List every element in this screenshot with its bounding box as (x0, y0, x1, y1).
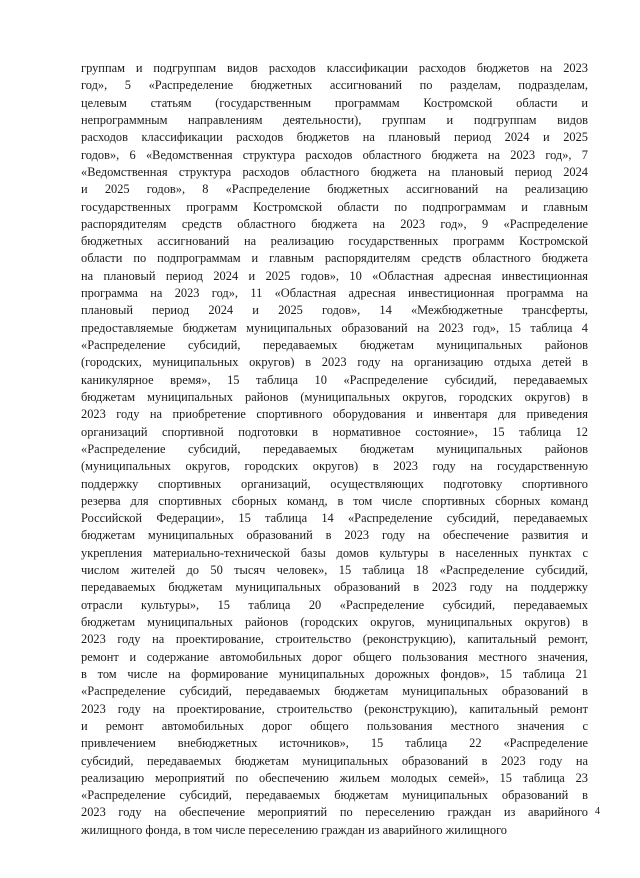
text-line: и ремонт автомобильных дорог общего пользования местного значения с (81, 718, 588, 733)
text-line: программа на 2023 год», 11 «Областная адресная инвестиционная программа на (81, 286, 588, 301)
text-line: 2023 году на приобретение спортивного оборудования и инвентаря для приведения (81, 407, 588, 422)
text-line: государственных программ Костромской области по подпрограммам и главным (81, 199, 588, 214)
text-line: 2023 году на обеспечение мероприятий по переселению граждан из аварийного (81, 805, 588, 820)
text-line: «Распределение субсидий, передаваемых бюджетам муниципальных районов (81, 441, 588, 456)
text-line: «Ведомственная структура расходов областного бюджета на плановый период 2024 (81, 164, 588, 179)
text-line: бюджетам муниципальных районов (городских округов, муниципальных округов) в (81, 615, 588, 629)
text-line: предоставляемые бюджетам муниципальных образований на 2023 год», 15 таблица 4 (81, 320, 588, 335)
text-line: расходов классификации расходов бюджетов на плановый период 2024 и 2025 (81, 130, 588, 145)
text-line: на плановый период 2024 и 2025 годов», 10 «Областная адресная инвестиционная (81, 268, 588, 283)
text-line: бюджетам муниципальных образований в 2023 году на обеспечение развития и (81, 528, 588, 543)
text-line: целевым статьям (государственным программам Костромской области и (81, 95, 588, 110)
text-line: организаций спортивной подготовки в нормативное состояние», 15 таблица 12 (81, 424, 588, 439)
text-line: «Распределение субсидий, передаваемых бюджетам муниципальных образований в (81, 788, 588, 803)
text-line: жилищного фонда, в том числе переселению граждан из аварийного жилищного (81, 822, 507, 837)
text-line: ремонт и содержание автомобильных дорог общего пользования местного значения, (81, 649, 588, 664)
text-line: субсидий, передаваемых бюджетам муниципальных образований в 2023 году на (81, 753, 588, 768)
text-line: бюджетных ассигнований на реализацию государственных программ Костромской (81, 234, 588, 249)
text-line: области по подпрограммам и главным распорядителям средств областного бюджета (81, 251, 588, 266)
text-line: передаваемых бюджетам муниципальных образований в 2023 году на поддержку (81, 580, 588, 595)
text-line: 2023 году на проектирование, строительство (реконструкцию), капитальный ремонт (81, 701, 588, 716)
text-line: год», 5 «Распределение бюджетных ассигнований по разделам, подразделам, (81, 78, 588, 93)
text-line: (городских, муниципальных округов) в 2023 году на организацию отдыха детей в (81, 355, 588, 370)
text-line: и 2025 годов», 8 «Распределение бюджетных ассигнований на реализацию (81, 182, 588, 197)
text-line: отрасли культуры», 15 таблица 20 «Распределение субсидий, передаваемых (81, 597, 588, 612)
text-line: бюджетам муниципальных районов (муниципальных округов, городских округов) в (81, 389, 588, 404)
text-line: «Распределение субсидий, передаваемых бюджетам муниципальных образований в (81, 684, 588, 699)
text-line: 2023 году на проектирование, строительство (реконструкцию), капитальный ремонт, (81, 632, 588, 647)
body-text (81, 60, 588, 839)
text-line: резерва для спортивных сборных команд, в том числе спортивных сборных команд (81, 493, 588, 508)
text-line: в том числе на формирование муниципальных дорожных фондов», 15 таблица 21 (81, 666, 588, 681)
text-line: «Распределение субсидий, передаваемых бюджетам муниципальных районов (81, 338, 588, 352)
text-line: привлечением внебюджетных источников», 15 таблица 22 «Распределение (81, 736, 588, 751)
text-line: реализацию мероприятий по обеспечению жильем молодых семей», 15 таблица 23 (81, 770, 588, 785)
text-line: группам и подгруппам видов расходов классификации расходов бюджетов на 2023 (81, 61, 588, 75)
page-number: 4 (595, 806, 600, 817)
text-line: укрепления материально-технической базы домов культуры в населенных пунктах с (81, 545, 588, 560)
text-line: плановый период 2024 и 2025 годов», 14 «Межбюджетные трансферты, (81, 303, 588, 318)
text-line: числом жителей до 50 тысяч человек», 15 таблица 18 «Распределение субсидий, (81, 563, 588, 578)
text-line: годов», 6 «Ведомственная структура расходов областного бюджета на 2023 год», 7 (81, 147, 588, 162)
text-line: поддержку спортивных организаций, осуществляющих подготовку спортивного (81, 476, 588, 491)
text-line: Российской Федерации», 15 таблица 14 «Распределение субсидий, передаваемых (81, 511, 588, 526)
text-line: распорядителям средств областного бюджета на 2023 год», 9 «Распределение (81, 216, 588, 231)
text-line: (муниципальных округов, городских округов) в 2023 году на государственную (81, 459, 588, 474)
text-line: каникулярное время», 15 таблица 10 «Распределение субсидий, передаваемых (81, 372, 588, 387)
text-line: непрограммным направлениям деятельности), группам и подгруппам видов (81, 112, 588, 127)
